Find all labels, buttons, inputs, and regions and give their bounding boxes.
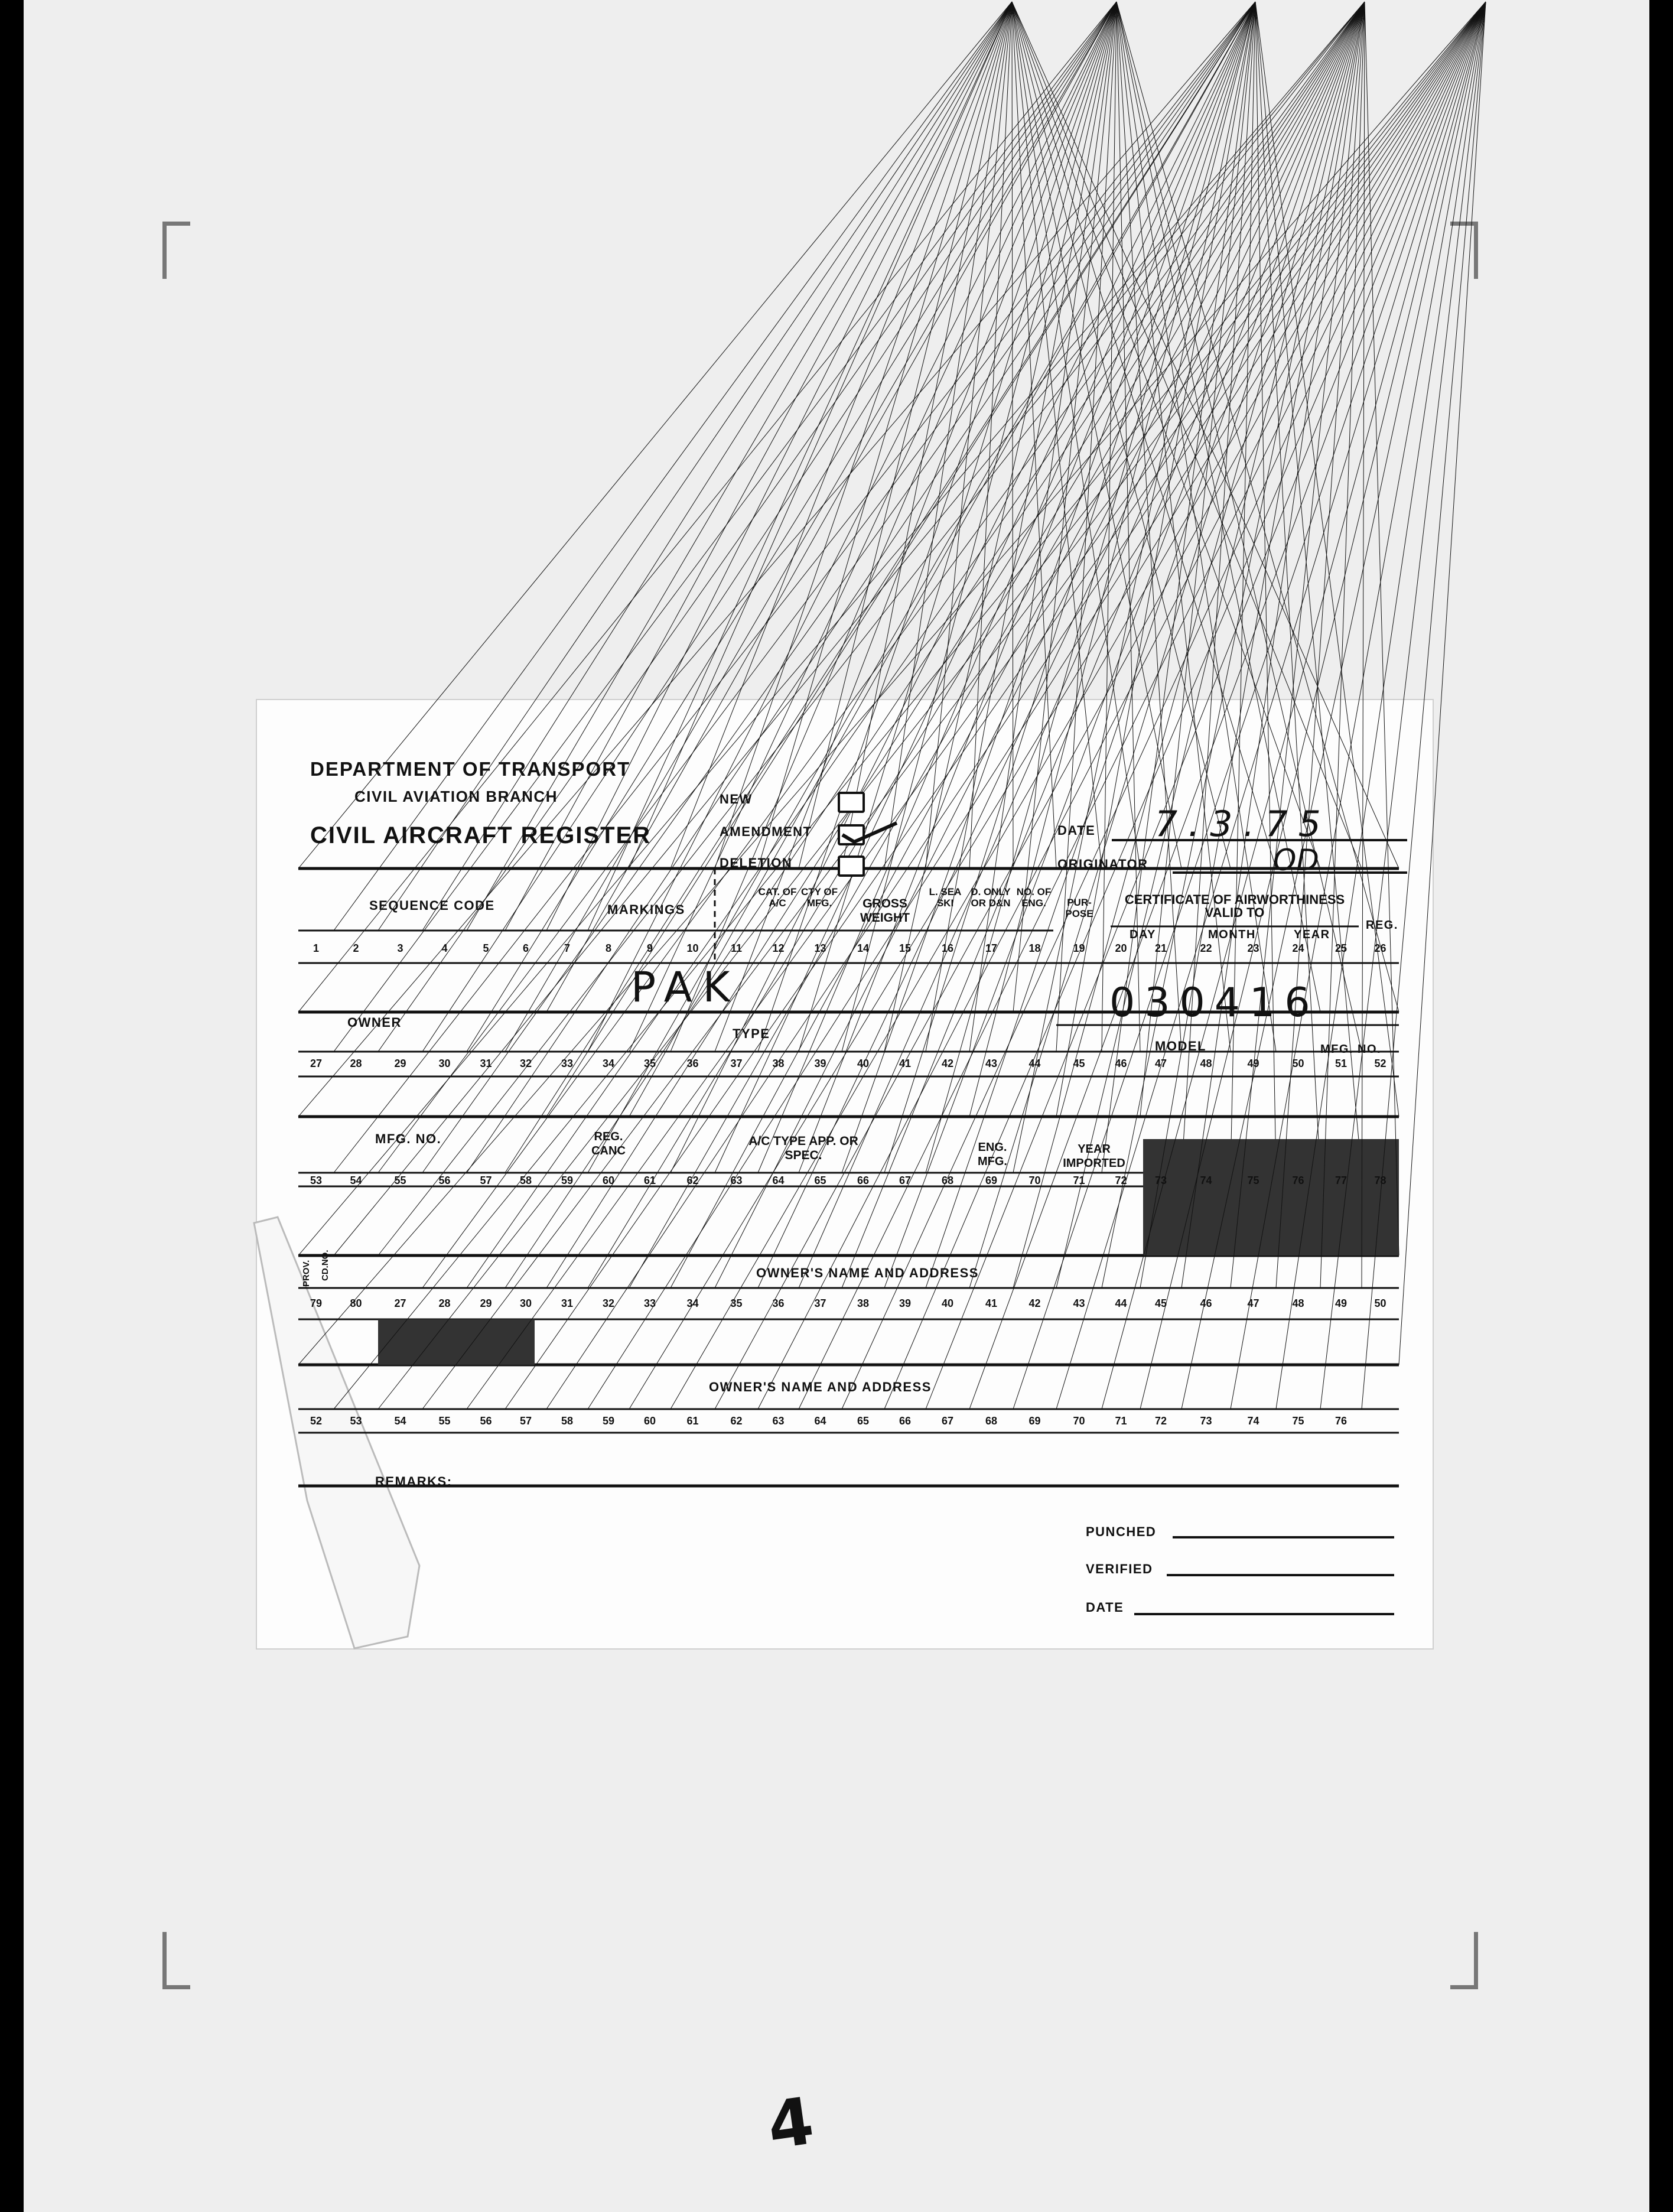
row5-col-67: 67 <box>941 1415 954 1427</box>
row4-col-49: 49 <box>1335 1297 1347 1309</box>
row3-col-68: 68 <box>941 1175 954 1186</box>
row2-col-44: 44 <box>1028 1058 1041 1069</box>
row3-col-76: 76 <box>1292 1175 1304 1186</box>
check-mark-icon <box>838 818 903 848</box>
row4-col-31: 31 <box>561 1297 574 1309</box>
row1-col-24: 24 <box>1292 942 1304 954</box>
row5-col-66: 66 <box>899 1415 912 1427</box>
row1-col-16: 16 <box>941 942 954 954</box>
mfg-no-header: MFG. NO. <box>375 1131 442 1146</box>
grid-line <box>1012 2 1399 868</box>
row2-col-42: 42 <box>941 1058 954 1069</box>
row1-col-7: 7 <box>564 942 570 954</box>
row4-col-45: 45 <box>1154 1297 1167 1309</box>
row1-col-4: 4 <box>441 942 448 954</box>
row3-col-57: 57 <box>480 1175 492 1186</box>
row5-col-68: 68 <box>985 1415 998 1427</box>
grid-line <box>629 2 1012 868</box>
row5-col-53: 53 <box>350 1415 362 1427</box>
row3-col-74: 74 <box>1200 1175 1212 1186</box>
row4-col-27: 27 <box>394 1297 406 1309</box>
row2-col-47: 47 <box>1154 1058 1167 1069</box>
row2-col-46: 46 <box>1115 1058 1127 1069</box>
row3-col-64: 64 <box>772 1175 785 1186</box>
row3-col-73: 73 <box>1154 1175 1167 1186</box>
row1-col-21: 21 <box>1154 942 1167 954</box>
row4-col-35: 35 <box>730 1297 743 1309</box>
grid-line <box>505 2 1365 1288</box>
row3-col-72: 72 <box>1115 1175 1127 1186</box>
purpose-header: PUR- POSE <box>1065 897 1093 919</box>
row1-col-14: 14 <box>857 942 870 954</box>
row5-col-70: 70 <box>1073 1415 1085 1427</box>
grid-line <box>969 2 1012 868</box>
row3-col-62: 62 <box>686 1175 699 1186</box>
row1-col-20: 20 <box>1115 942 1127 954</box>
grid-line <box>546 2 1117 1012</box>
row2-col-37: 37 <box>730 1058 743 1069</box>
row1-col-8: 8 <box>605 942 611 954</box>
row4-col-44: 44 <box>1115 1297 1127 1309</box>
grid-line <box>1399 2 1486 1365</box>
year-imported-header: YEAR IMPORTED <box>1063 1143 1125 1170</box>
punched-line[interactable] <box>1173 1536 1394 1538</box>
row2-col-35: 35 <box>643 1058 656 1069</box>
amendment-label: AMENDMENT <box>720 824 812 839</box>
row1-col-1: 1 <box>313 942 319 954</box>
grid-line <box>298 2 1012 868</box>
row4-col-80: 80 <box>350 1297 362 1309</box>
row3-col-65: 65 <box>814 1175 826 1186</box>
grid-line <box>969 2 1365 1288</box>
cd-no-header: CD.NO. <box>320 1250 330 1281</box>
row3-col-78: 78 <box>1374 1175 1386 1186</box>
row4-col-79: 79 <box>310 1297 323 1309</box>
row2-col-49: 49 <box>1247 1058 1259 1069</box>
form-title: CIVIL AIRCRAFT REGISTER <box>310 822 652 848</box>
row3-col-56: 56 <box>438 1175 451 1186</box>
punched-label: PUNCHED <box>1086 1524 1157 1539</box>
row4-col-47: 47 <box>1247 1297 1259 1309</box>
d-only-header: D. ONLY OR D&N <box>971 886 1011 909</box>
markings-header: MARKINGS <box>607 902 685 917</box>
grid-line <box>670 2 1365 1288</box>
row3-col-77: 77 <box>1335 1175 1347 1186</box>
row2-col-50: 50 <box>1292 1058 1304 1069</box>
eng-mfg-header: ENG. MFG. <box>978 1141 1007 1168</box>
row5-col-71: 71 <box>1115 1415 1127 1427</box>
row5-col-74: 74 <box>1247 1415 1259 1427</box>
row3-col-71: 71 <box>1073 1175 1085 1186</box>
row4-col-33: 33 <box>643 1297 656 1309</box>
row2-col-30: 30 <box>438 1058 451 1069</box>
row4-col-39: 39 <box>899 1297 912 1309</box>
grid-line <box>1012 2 1140 868</box>
row2-col-34: 34 <box>602 1058 615 1069</box>
owner-header: OWNER <box>347 1015 402 1030</box>
type-header: TYPE <box>733 1026 770 1041</box>
row3-col-75: 75 <box>1247 1175 1259 1186</box>
row1-col-6: 6 <box>522 942 529 954</box>
grid-line <box>758 2 1365 1288</box>
dept-title: DEPARTMENT OF TRANSPORT <box>310 758 631 780</box>
row4-col-42: 42 <box>1028 1297 1041 1309</box>
row5-col-57: 57 <box>519 1415 532 1427</box>
row5-col-65: 65 <box>857 1415 870 1427</box>
grid-line <box>1320 2 1365 1288</box>
row4-col-30: 30 <box>519 1297 532 1309</box>
row1-col-25: 25 <box>1335 942 1347 954</box>
row3-col-54: 54 <box>350 1175 362 1186</box>
row3-col-53: 53 <box>310 1175 323 1186</box>
grid-line <box>884 2 1365 1288</box>
row4-col-34: 34 <box>686 1297 699 1309</box>
verified-label: VERIFIED <box>1086 1562 1153 1576</box>
verified-line[interactable] <box>1167 1574 1394 1576</box>
footer-date-label: DATE <box>1086 1600 1124 1615</box>
page-note: 4 <box>763 2083 819 2164</box>
row2-col-43: 43 <box>985 1058 998 1069</box>
row1-col-22: 22 <box>1200 942 1212 954</box>
new-label: NEW <box>720 792 753 806</box>
row5-col-76: 76 <box>1335 1415 1347 1427</box>
remarks-label: REMARKS: <box>375 1474 453 1489</box>
grid-line <box>298 2 1117 1012</box>
row4-col-50: 50 <box>1374 1297 1386 1309</box>
markings-value[interactable]: PAK <box>631 963 741 1011</box>
grid-line <box>1102 2 1365 1288</box>
row2-col-40: 40 <box>857 1058 870 1069</box>
row1-col-12: 12 <box>772 942 785 954</box>
grid-line <box>1231 2 1365 1288</box>
row3-col-69: 69 <box>985 1175 998 1186</box>
row5-col-63: 63 <box>772 1415 785 1427</box>
sequence-code-header: SEQUENCE CODE <box>369 898 495 913</box>
row1-col-2: 2 <box>353 942 359 954</box>
row2-col-27: 27 <box>310 1058 323 1069</box>
row2-col-38: 38 <box>772 1058 785 1069</box>
cat-header: CAT. OF A/C <box>758 886 797 909</box>
row5-col-72: 72 <box>1154 1415 1167 1427</box>
row2-col-28: 28 <box>350 1058 362 1069</box>
grid-line <box>588 2 1012 931</box>
row2-col-41: 41 <box>899 1058 912 1069</box>
date-label: DATE <box>1057 823 1096 838</box>
row5-col-73: 73 <box>1200 1415 1212 1427</box>
row5-col-58: 58 <box>561 1415 574 1427</box>
row1-col-5: 5 <box>483 942 489 954</box>
row4-col-29: 29 <box>480 1297 492 1309</box>
row2-col-52: 52 <box>1374 1058 1386 1069</box>
row1-col-13: 13 <box>814 942 826 954</box>
row1-col-10: 10 <box>686 942 699 954</box>
row3-col-55: 55 <box>394 1175 406 1186</box>
row3-col-59: 59 <box>561 1175 574 1186</box>
deletion-label: DELETION <box>720 855 793 870</box>
row1-col-23: 23 <box>1247 942 1259 954</box>
grid-line <box>1362 2 1486 1409</box>
deletion-checkbox[interactable] <box>838 855 865 877</box>
row5-col-56: 56 <box>480 1415 492 1427</box>
grid-line <box>588 2 1365 1288</box>
row2-col-48: 48 <box>1200 1058 1212 1069</box>
new-checkbox[interactable] <box>838 792 865 813</box>
grid-line <box>758 2 1012 868</box>
grid-line <box>884 2 1012 868</box>
row5-col-52: 52 <box>310 1415 323 1427</box>
grid-line <box>715 2 1365 1288</box>
prov-header: PROV. <box>301 1260 311 1287</box>
grid-line <box>1012 2 1056 868</box>
grid-line <box>1012 2 1231 868</box>
row5-col-55: 55 <box>438 1415 451 1427</box>
cty-header: CTY OF MFG. <box>800 886 838 909</box>
row1-col-11: 11 <box>730 942 743 954</box>
row5-col-60: 60 <box>643 1415 656 1427</box>
grid-line <box>926 2 1012 868</box>
row3-col-66: 66 <box>857 1175 870 1186</box>
grid-line <box>1362 2 1365 1288</box>
row4-col-40: 40 <box>941 1297 954 1309</box>
row2-col-33: 33 <box>561 1058 574 1069</box>
grid-line <box>1012 2 1362 868</box>
l-sea-ski-header: L. SEA SKI <box>929 886 962 909</box>
row4-col-46: 46 <box>1200 1297 1212 1309</box>
grid-line <box>842 2 1012 868</box>
row4-col-38: 38 <box>857 1297 870 1309</box>
grid-line <box>1140 2 1365 1288</box>
shaded-year-block <box>1143 1139 1399 1255</box>
certificate-header: CERTIFICATE OF AIRWORTHINESS VALID TO <box>1124 892 1345 920</box>
month-header: MONTH <box>1208 928 1256 941</box>
row5-col-62: 62 <box>730 1415 743 1427</box>
row3-col-63: 63 <box>730 1175 743 1186</box>
grid-line <box>422 2 1365 1288</box>
row1-col-26: 26 <box>1374 942 1386 954</box>
row3-col-61: 61 <box>643 1175 656 1186</box>
row1-col-3: 3 <box>397 942 403 954</box>
row2-col-45: 45 <box>1073 1058 1085 1069</box>
row3-col-70: 70 <box>1028 1175 1041 1186</box>
row4-col-48: 48 <box>1292 1297 1304 1309</box>
day-header: DAY <box>1130 928 1156 941</box>
row5-col-59: 59 <box>602 1415 615 1427</box>
no-eng-header: NO. OF ENG. <box>1016 886 1052 909</box>
row4-col-28: 28 <box>438 1297 451 1309</box>
owners-name-header-2: OWNER'S NAME AND ADDRESS <box>709 1380 932 1394</box>
row3-col-60: 60 <box>602 1175 615 1186</box>
row1-col-19: 19 <box>1073 942 1085 954</box>
branch-title: CIVIL AVIATION BRANCH <box>354 788 558 805</box>
originator-label: ORIGINATOR <box>1057 857 1148 871</box>
mfg-no-header-top: MFG. NO. <box>1320 1043 1382 1056</box>
row2-col-39: 39 <box>814 1058 826 1069</box>
row1-col-15: 15 <box>899 942 912 954</box>
row1-col-18: 18 <box>1028 942 1041 954</box>
reg-canc-header: REG. CANC <box>591 1130 626 1157</box>
row2-col-31: 31 <box>480 1058 492 1069</box>
reg-header: REG. <box>1366 919 1398 932</box>
row4-col-37: 37 <box>814 1297 826 1309</box>
originator-value[interactable]: OD <box>1273 843 1319 877</box>
owners-name-header-1: OWNER'S NAME AND ADDRESS <box>756 1266 979 1280</box>
row5-col-54: 54 <box>394 1415 406 1427</box>
row3-col-67: 67 <box>899 1175 912 1186</box>
row2-col-32: 32 <box>519 1058 532 1069</box>
row5-col-61: 61 <box>686 1415 699 1427</box>
row4-col-32: 32 <box>602 1297 615 1309</box>
footer-date-line[interactable] <box>1134 1613 1394 1615</box>
gross-weight-header: GROSS WEIGHT <box>860 897 910 925</box>
ac-type-header: A/C TYPE APP. OR SPEC. <box>748 1134 858 1162</box>
year-header: YEAR <box>1294 928 1330 941</box>
row4-col-43: 43 <box>1073 1297 1085 1309</box>
row5-col-64: 64 <box>814 1415 826 1427</box>
date-value[interactable]: 7.3.75 <box>1155 804 1332 845</box>
row2-col-36: 36 <box>686 1058 699 1069</box>
row2-col-29: 29 <box>394 1058 406 1069</box>
grid-line <box>1056 2 1365 1288</box>
row1-col-9: 9 <box>646 942 653 954</box>
row2-col-51: 51 <box>1335 1058 1347 1069</box>
row4-col-41: 41 <box>985 1297 998 1309</box>
row4-col-36: 36 <box>772 1297 785 1309</box>
model-header: MODEL <box>1155 1039 1206 1053</box>
row1-col-17: 17 <box>985 942 998 954</box>
row5-col-69: 69 <box>1028 1415 1041 1427</box>
row5-col-75: 75 <box>1292 1415 1304 1427</box>
row3-col-58: 58 <box>519 1175 532 1186</box>
certificate-value[interactable]: 030416 <box>1109 980 1320 1026</box>
